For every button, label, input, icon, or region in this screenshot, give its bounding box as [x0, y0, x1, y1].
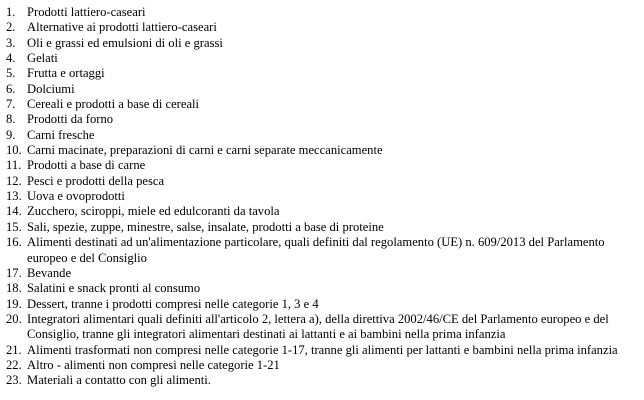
item-number: 6.	[6, 81, 16, 96]
list-item	[6, 5, 644, 20]
item-number: 2.	[6, 20, 16, 35]
item-number: 17.	[6, 265, 22, 280]
list-item	[6, 204, 644, 219]
list-item	[6, 112, 644, 127]
list-item	[6, 51, 644, 66]
item-number: 10.	[6, 143, 22, 158]
item-number: 19.	[6, 296, 22, 311]
item-number: 7.	[6, 97, 16, 112]
item-number: 9.	[6, 127, 16, 142]
list-item	[6, 189, 644, 204]
item-text: Salatini e snack pronti al consumo	[27, 281, 201, 296]
item-number: 22.	[6, 357, 22, 372]
item-text: Prodotti lattiero-caseari	[27, 5, 146, 19]
list-item	[6, 128, 644, 143]
item-text: Pesci e prodotti della pesca	[27, 173, 165, 188]
list-item	[6, 174, 644, 189]
item-number: 4.	[6, 51, 16, 66]
list-item	[6, 97, 644, 112]
list-item	[6, 266, 644, 281]
item-text: Bevande	[27, 265, 72, 280]
item-text: Zucchero, sciroppi, miele ed edulcoranti da tavola	[27, 204, 280, 219]
list-item	[6, 220, 644, 235]
item-text: Dessert, tranne i prodotti compresi nelle categorie 1, 3 e 4	[27, 296, 319, 311]
list-item	[6, 20, 644, 35]
item-text: Alternative ai prodotti lattiero-caseari	[27, 20, 217, 35]
list-item	[6, 358, 644, 373]
item-number: 23.	[6, 373, 22, 388]
list-item	[6, 297, 644, 312]
item-text: Alimenti trasformati non compresi nelle categorie 1-17, tranne gli alimenti per lattanti e bambini nella prima infanzia	[27, 342, 618, 357]
item-text: Uova e ovoprodotti	[27, 189, 125, 204]
item-number: 3.	[6, 35, 16, 50]
item-text: Altro - alimenti non compresi nelle categorie 1-21	[27, 357, 280, 372]
list-item	[6, 281, 644, 296]
item-text: Gelati	[27, 51, 58, 66]
list-item	[6, 343, 644, 358]
list-item	[6, 36, 644, 51]
item-number: 13.	[6, 189, 22, 204]
item-text: Alimenti destinati ad un'alimentazione particolare, quali definiti dal regolamento (UE) n. 609/2013 del Parlamento europeo e del Consiglio	[27, 235, 605, 265]
item-number: 8.	[6, 112, 16, 127]
item-number: 11.	[6, 158, 22, 173]
item-text: Prodotti da forno	[27, 112, 114, 127]
item-number: 18.	[6, 281, 22, 296]
item-text: Carni fresche	[27, 127, 95, 142]
list-item	[6, 158, 644, 173]
item-number: 20.	[6, 311, 22, 326]
item-number: 21.	[6, 342, 22, 357]
list-item	[6, 373, 644, 388]
item-text: Oli e grassi ed emulsioni di oli e grassi	[27, 35, 223, 50]
food-category-list	[6, 5, 644, 389]
item-text: Prodotti a base di carne	[27, 158, 146, 173]
item-text: Cereali e prodotti a base di cereali	[27, 97, 200, 112]
item-number: 5.	[6, 66, 16, 81]
list-item	[6, 143, 644, 158]
item-text: Dolciumi	[27, 81, 75, 96]
item-number: 1.	[6, 5, 16, 19]
item-number: 16.	[6, 235, 22, 250]
item-text: Frutta e ortaggi	[27, 66, 105, 81]
item-number: 12.	[6, 173, 22, 188]
list-item	[6, 82, 644, 97]
item-text: Carni macinate, preparazioni di carni e carni separate meccanicamente	[27, 143, 383, 158]
list-item	[6, 235, 644, 266]
list-item	[6, 312, 644, 343]
item-text: Integratori alimentari quali definiti all'articolo 2, lettera a), della direttiva 2002/46/CE del Parlamento europeo e del Consiglio, tranne gli integratori alimentari destinati ai lattanti e ai bambini nella prima infanzia	[27, 311, 609, 342]
item-text: Sali, spezie, zuppe, minestre, salse, insalate, prodotti a base di proteine	[27, 219, 384, 234]
item-number: 15.	[6, 219, 22, 234]
item-number: 14.	[6, 204, 22, 219]
list-item	[6, 66, 644, 81]
item-text: Materiali a contatto con gli alimenti.	[27, 373, 211, 388]
